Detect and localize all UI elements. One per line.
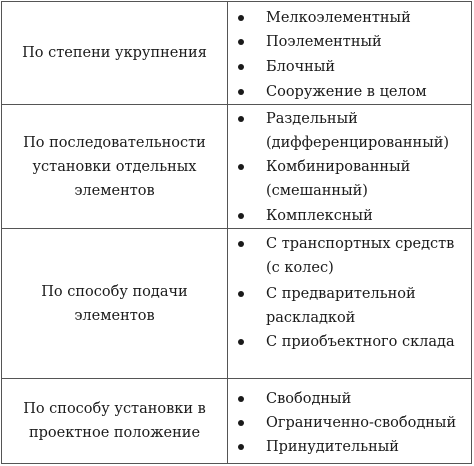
- category-label: По способу установки в проектное положение: [23, 401, 206, 441]
- bullet-icon: [238, 15, 244, 21]
- table-row: [2, 229, 471, 379]
- category-label: По степени укрупнения: [22, 45, 207, 61]
- bullet-icon: [238, 116, 244, 122]
- table-row: [2, 2, 471, 105]
- items-cell: С транспортных средств (с колес) С предварительной раскладкой С приобъектного склада: [228, 229, 471, 378]
- bullet-icon: [238, 213, 244, 219]
- bullet-icon: [238, 420, 244, 426]
- category-label: По последовательности установки отдельных элементов: [23, 134, 206, 199]
- bullet-icon: [238, 164, 244, 170]
- table-row: [2, 379, 471, 463]
- category-cell: [2, 2, 228, 104]
- items-cell: Свободный Ограниченно-свободный Принудительный: [228, 379, 471, 463]
- category-cell: [2, 105, 228, 228]
- items-cell: Раздельный (дифференцированный) Комбинированный (смешанный) Комплексный: [228, 105, 471, 228]
- bullet-icon: [238, 339, 244, 345]
- bullet-icon: [238, 89, 244, 95]
- bullet-icon: [238, 39, 244, 45]
- table-row: [2, 105, 471, 229]
- category-cell: [2, 229, 228, 378]
- bullet-icon: [238, 291, 244, 297]
- category-label: По способу подачи элементов: [41, 283, 188, 324]
- bullet-icon: [238, 64, 244, 70]
- bullet-icon: [238, 444, 244, 450]
- classification-table: [1, 1, 472, 464]
- bullet-icon: [238, 396, 244, 402]
- category-cell: [2, 379, 228, 463]
- bullet-icon: [238, 241, 244, 247]
- items-cell: Мелкоэлементный Поэлементный Блочный Сооружение в целом: [228, 2, 471, 104]
